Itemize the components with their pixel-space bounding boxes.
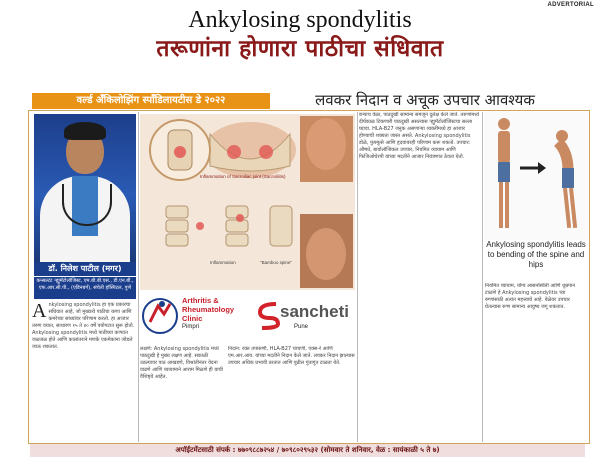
- sancheti-logo-name: sancheti: [280, 302, 349, 321]
- column-divider: [138, 112, 139, 442]
- article-column-3: निदान: रक्त तपासणी, HLA-B27 चाचणी, एक्स-रे आणि एम.आर.आय. यांच्या मदतीने निदान केले जाते. लवकर निदान झाल्यास उपचार अधिक प्रभावी ठरतात आणि पुढील गुंतागुंत टाळता येते.: [228, 346, 355, 366]
- arthritis-logo-city: Pimpri: [182, 324, 200, 330]
- article-column-2: लक्षणे: Ankylosing spondylitis मध्ये पाठदुखी हे मुख्य लक्षण आहे. सकाळी उठल्यावर पाठ आखडणे, विश्रांतीनंतर वेदना वाढणे आणि व्यायामाने आराम मिळणे ही याची वैशिष्ट्ये आहेत.: [140, 346, 223, 380]
- article-text: nkylosing spondylitis हा एक प्रकारचा संधिवात आहे, जो मुख्यत्वे पाठीचा कणा आणि कमरेच्या सांध्यांवर परिणाम करतो. हा आजार तरुण वयात, साधारण १५ ते ४० वर्षे वयोगटात सुरू होतो. Ankylosing spondylitis मध्ये पाठीच्या कण्यात जळजळ होते आणि कालांतराने मणके एकमेकांना जोडले जाऊ शकतात.: [32, 302, 135, 350]
- spine-anatomy-graphic: [140, 114, 355, 290]
- appointment-contact-footer: अपॉईंटमेंटसाठी संपर्क : ७७०९८८७२५४ / ७०९८०२९५३२ (सोमवार ते शनिवार, वेळ : सायंकाळी ५ ते ७): [30, 444, 585, 457]
- doctor-credentials: कन्सल्टंट र्‍ह्युमॅटोलॉजिस्ट, एम.बी.बी.एस., डी.एन.बी., एफ.आर.सी.पी., (एडिनबर्ग), संचेती हॉस्पिटल, पुणे: [34, 277, 136, 299]
- title-english: Ankylosing spondylitis: [188, 7, 412, 33]
- illustration-caption: Ankylosing spondylitis leads to bending of the spine and hips: [486, 240, 586, 269]
- arthritis-clinic-logo: [140, 292, 250, 342]
- inflammation-label: Inflammation of Sacroiliac joint (Sacroiliitis): [200, 174, 286, 179]
- article-column-4: बऱ्याच वेळा, पाठदुखी सामान्य समजून दुर्लक्ष केले जाते. तरुणांमध्ये दीर्घकाळ टिकणारी पाठदुखी असल्यास र्‍ह्युमॅटोलॉजिस्टचा सल्ला घ्यावा. HLA-B27 जनुक असणाऱ्या व्यक्तींमध्ये हा आजार होण्याची शक्यता जास्त असते. Ankylosing spondylitis डोळे, फुफ्फुसे आणि हृदयावरही परिणाम करू शकतो. उपचार: औषधे, बायोलॉजिकल उपचार, नियमित व्यायाम आणि फिजिओथेरपी यांच्या मदतीने आजार नियंत्रणात ठेवता येतो.: [359, 112, 480, 160]
- bamboo-spine-label: "Bamboo spine": [260, 260, 292, 265]
- posture-illustration: [484, 112, 588, 240]
- advertorial-tag: ADVERTORIAL: [547, 2, 594, 8]
- doctor-hair: [64, 122, 106, 140]
- column-divider: [357, 112, 358, 442]
- arthritis-logo-line3: Clinic: [182, 314, 203, 323]
- bending-spine-graphic: [484, 112, 588, 240]
- sancheti-logo: [250, 292, 355, 342]
- subtitle: लवकर निदान व अचूक उपचार आवश्यक: [315, 91, 535, 109]
- sancheti-emblem-icon: [256, 300, 282, 330]
- arthritis-logo-line1: Arthritis &: [182, 296, 219, 305]
- doctor-photo: [34, 114, 136, 262]
- sancheti-logo-city: Pune: [294, 324, 309, 330]
- drop-cap: A: [32, 302, 47, 322]
- title-marathi: तरूणांना होणारा पाठीचा संधिवात: [156, 36, 444, 62]
- doctor-name: डॉ. निलेश पाटील (मगर): [34, 262, 136, 276]
- arthritis-logo-line2: Rheumatology: [182, 305, 235, 314]
- column-divider: [482, 112, 483, 442]
- inflammation-label-2: Inflammation: [210, 260, 236, 265]
- event-banner: वर्ल्ड ॲंकिलोझिंग स्पाँडिलायटीस डे २०२२: [32, 93, 270, 109]
- article-column-5: नियमित व्यायाम, योग्य आसनस्थिती आणि धूम्रपान टाळणे हे Ankylosing spondylitis च्या रुग्णांसाठी अत्यंत महत्त्वाचे आहे. वेळेवर उपचार घेतल्यास रुग्ण सामान्य आयुष्य जगू शकतात.: [485, 283, 575, 310]
- anatomy-illustration: [140, 114, 355, 290]
- article-column-1: [32, 302, 136, 442]
